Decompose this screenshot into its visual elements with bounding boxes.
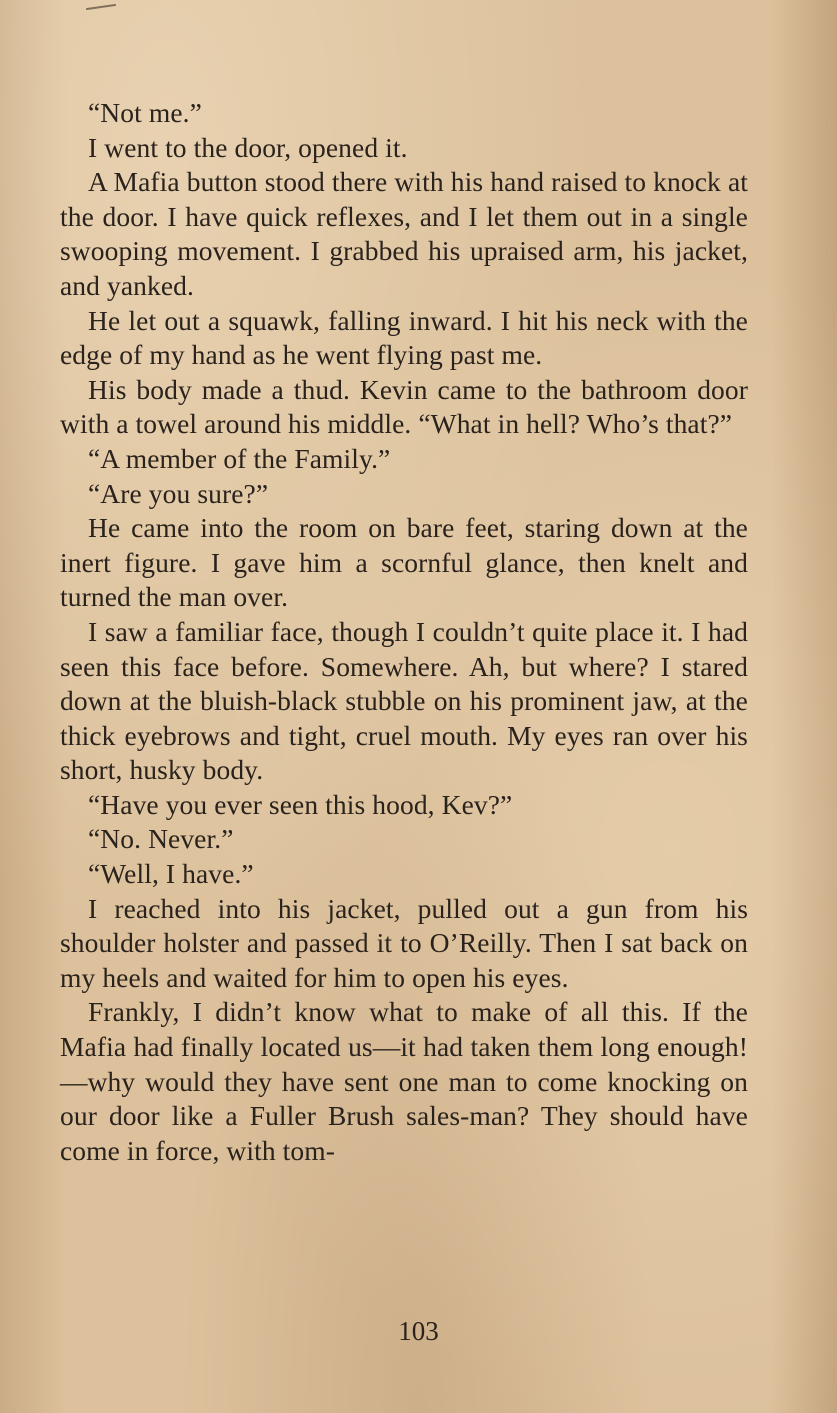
paragraph-10: “Have you ever seen this hood, Kev?” [88,788,513,820]
paragraph-4: He let out a squawk, falling inward. I hit his neck with the edge of my hand as he went flying past me. [60,304,748,371]
paragraph-5: His body made a thud. Kevin came to the bathroom door with a towel around his middle. “What in hell? Who’s that?” [60,373,748,440]
page-mark [86,4,116,10]
paragraph-2: I went to the door, opened it. [88,131,408,163]
paragraph-8: He came into the room on bare feet, staring down at the inert figure. I gave him a scornful glance, then knelt and turned the man over. [60,512,748,613]
paragraph-6: “A member of the Family.” [88,442,391,474]
paragraph-14: Frankly, I didn’t know what to make of all this. If the Mafia had finally located us—it had taken them long enough!—why would they have sent one man to come knocking on our door like a Fuller Brush sales-man? They should have come in force, with tom- [60,996,748,1166]
paragraph-7: “Are you sure?” [88,477,269,509]
paragraph-9: I saw a familiar face, though I couldn’t quite place it. I had seen this face before. Somewhere. Ah, but where? I stared down at the bluish-black stubble on his prominent jaw, at the thick eyebrows and tight, cruel mouth. My eyes ran over his short, husky body. [60,615,748,786]
paragraph-12: “Well, I have.” [88,858,254,890]
paragraph-11: “No. Never.” [88,823,234,855]
paragraph-3: A Mafia button stood there with his hand raised to knock at the door. I have quick reflexes, and I let them out in a single swooping movement. I grabbed his upraised arm, his jacket, and yanked. [60,166,748,301]
paragraph-13: I reached into his jacket, pulled out a gun from his shoulder holster and passed it to O’Reilly. Then I sat back on my heels and waited for him to open his eyes. [60,892,748,993]
page-number: 103 [398,1316,439,1346]
paragraph-1: “Not me.” [88,97,202,128]
body-text [60,96,748,1168]
